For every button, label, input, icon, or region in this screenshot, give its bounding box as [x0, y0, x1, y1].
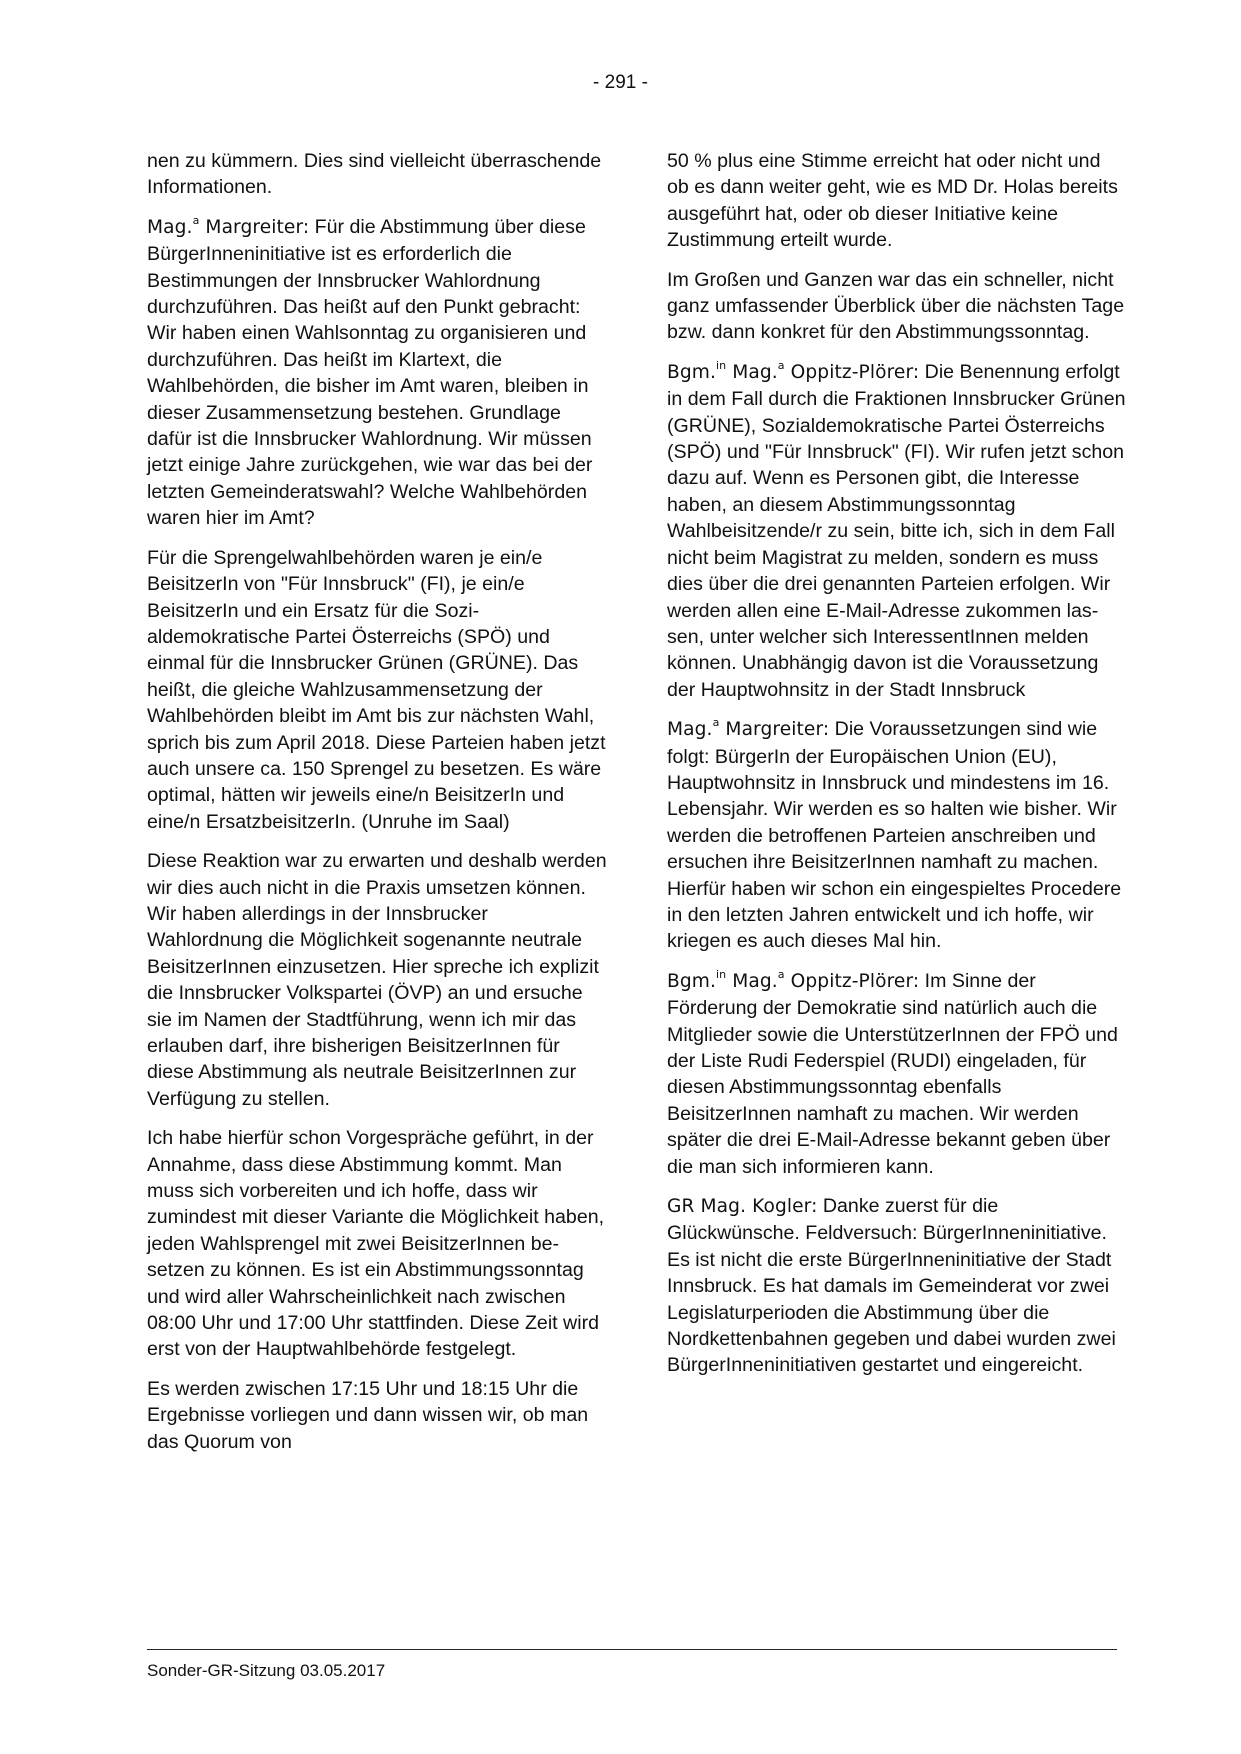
paragraph-text: Die Voraussetzungen sind wie folgt: BürgerIn der Europäischen Union (EU), Hauptwohnsitz in Innsbruck und mindestens im 16. Lebensjahr. Wir werden es so halten wie bisher. Wir werden die betroffenen Parteien anschreiben und ersuchen ihre BeisitzerInnen namhaft zu machen. Hierfür haben wir schon ein eingespieltes Procedere in den letzten Jahren entwickelt und ich hoffe, wir kriegen es auch dieses Mal hin. [667, 718, 1122, 953]
paragraph-kogler [667, 1193, 1127, 1379]
paragraph-margreiter-1 [147, 214, 607, 532]
speaker-name: Bgm.$^{in}$ Mag.$^a$ Oppitz-Plörer: [667, 967, 920, 992]
right-column [667, 148, 1127, 1392]
speaker-name: Mag.$^a$ Margreiter: [147, 213, 310, 238]
left-column [147, 148, 607, 1468]
paragraph: Es werden zwischen 17:15 Uhr und 18:15 Uhr die Ergebnisse vorliegen und dann wissen wir, ob man das Quorum von [147, 1377, 589, 1453]
paragraph-text: Die Benennung erfolgt in dem Fall durch die Fraktionen Innsbrucker Grünen (GRÜNE), Sozialdemokratische Partei Österreichs (SPÖ) und "Für Innsbruck" (FI). Wir rufen jetzt schon dazu auf. Wenn es Personen gibt, die Interesse haben, an diesem Abstimmungssonntag Wahlbeisitzende/r zu sein, bitte ich, sich in dem Fall nicht beim Magistrat zu melden, sondern es muss dies über die drei genannten Parteien erfolgen. Wir werden allen eine E-Mail-Adresse zukommen lassen, unter welcher sich InteressentInnen melden können. Unabhängig davon ist die Voraussetzung der Hauptwohnsitz in der Stadt Innsbruck [667, 360, 1126, 701]
speaker-name: Bgm.$^{in}$ Mag.$^a$ Oppitz-Plörer: [667, 358, 920, 383]
speaker-name: Mag.$^a$ Margreiter: [667, 715, 830, 741]
footer-session-label: Sonder-GR-Sitzung 03.05.2017 [147, 1661, 386, 1680]
paragraph-text: Danke zuerst für die Glückwünsche. Feldversuch: BürgerInneninitiative. Es ist nicht die erste BürgerInneninitiative der Stadt Innsbruck. Es hat damals im Gemeinderat vor zwei Legislaturperioden die Abstimmung über die Nordkettenbahnen gegeben und dabei wurden zwei BürgerInneninitiativen gestartet und eingereicht. [667, 1195, 1116, 1377]
paragraph-text: Für die Abstimmung über diese BürgerInneninitiative ist es erforderlich die Bestimmungen der Innsbrucker Wahlordnung durchzuführen. Das heißt auf den Punkt gebracht: Wir haben einen Wahlsonntag zu organisieren und durchzuführen. Das heißt im Klartext, die Wahlbehörden, die bisher im Amt waren, bleiben in dieser Zusammensetzung bestehen. Grundlage dafür ist die Innsbrucker Wahlordnung. Wir müssen jetzt einige Jahre zurückgehen, wie war das bei der letzten Gemeinderatswahl? Welche Wahlbehörden waren hier im Amt? [147, 215, 593, 530]
speaker-name: GR Mag. Kogler: [667, 1196, 818, 1218]
paragraph: Diese Reaktion war zu erwarten und deshalb werden wir dies auch nicht in die Praxis umsetzen können. Wir haben allerdings in der Innsbrucker Wahlordnung die Möglichkeit sogenannte neutrale BeisitzerInnen einzusetzen. Hier spreche ich explizit die Innsbrucker Volkspartei (ÖVP) an und ersuche sie im Namen der Stadtführung, wenn ich mir das erlauben darf, ihre bisherigen BeisitzerInnen für diese Abstimmung als neutrale BeisitzerInnen zur Verfügung zu stellen. [147, 850, 607, 1110]
paragraph-text: Im Sinne der Förderung der Demokratie sind natürlich auch die Mitglieder sowie die UnterstützerInnen der FPÖ und der Liste Rudi Federspiel (RUDI) eingeladen, für diesen Abstimmungssonntag ebenfalls BeisitzerInnen namhaft zu machen. Wir werden später die drei E-Mail-Adresse bekannt geben über die man sich informieren kann. [667, 969, 1118, 1178]
page-number: - 291 - [593, 72, 648, 93]
paragraph: nen zu kümmern. Dies sind vielleicht überraschende Informationen. [147, 150, 602, 199]
paragraph-oppitz-1 [667, 359, 1127, 703]
paragraph: Für die Sprengelwahlbehörden waren je ein/e BeisitzerIn von "Für Innsbruck" (FI), je ein/e BeisitzerIn und ein Ersatz für die Sozialdemokratische Partei Österreichs (SPÖ) und einmal für die Innsbrucker Grünen (GRÜNE). Das heißt, die gleiche Wahlzusammensetzung der Wahlbehörden bleibt im Amt bis zur nächsten Wahl, sprich bis zum April 2018. Diese Parteien haben jetzt auch unsere ca. 150 Sprengel zu besetzen. Es wäre optimal, hätten wir jeweils eine/n BeisitzerIn und eine/n ErsatzbeisitzerIn. (Unruhe im Saal) [147, 546, 606, 833]
paragraph: 50 % plus eine Stimme erreicht hat oder nicht und ob es dann weiter geht, wie es MD Dr. Holas bereits ausgeführt hat, oder ob dieser Initiative keine Zustimmung erteilt wurde. [667, 150, 1118, 252]
paragraph-oppitz-2 [667, 968, 1127, 1180]
paragraph-margreiter-2 [667, 716, 1127, 955]
paragraph: Ich habe hierfür schon Vorgespräche geführt, in der Annahme, dass diese Abstimmung kommt. Man muss sich vorbereiten und ich hoffe, dass wir zumindest mit dieser Variante die Möglichkeit haben, jeden Wahlsprengel mit zwei BeisitzerInnen besetzen zu können. Es ist ein Abstimmungssonntag und wird aller Wahrscheinlichkeit nach zwischen 08:00 Uhr und 17:00 Uhr stattfinden. Diese Zeit wird erst von der Hauptwahlbehörde festgelegt. [147, 1127, 605, 1361]
paragraph: Im Großen und Ganzen war das ein schneller, nicht ganz umfassender Überblick über die nächsten Tage bzw. dann konkret für den Abstimmungssonntag. [667, 268, 1125, 344]
footer-divider [147, 1649, 1117, 1650]
